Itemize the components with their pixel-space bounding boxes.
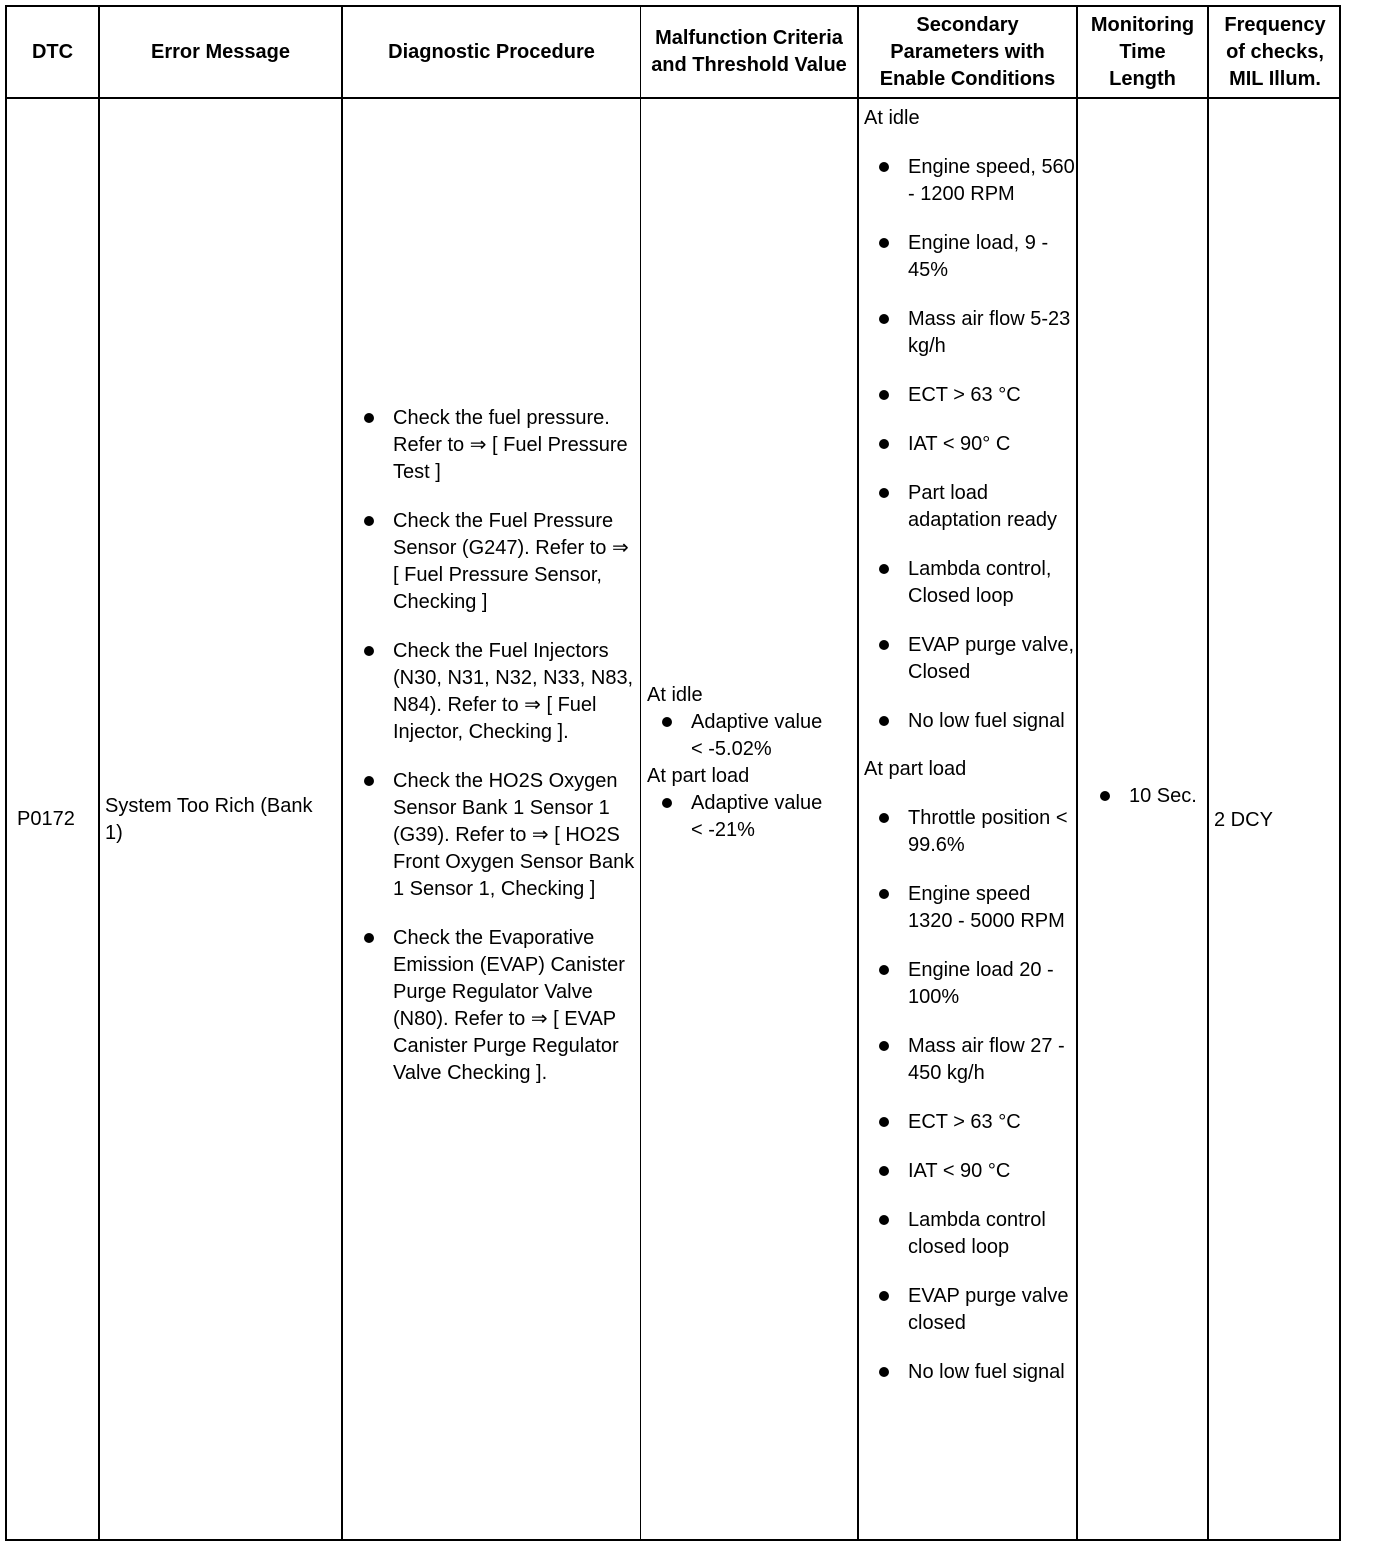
section-heading: At idle [647,684,703,706]
header-monitoring-time: Monitoring Time Length [1090,13,1195,90]
error-message: System Too Rich (Bank 1) [105,795,313,844]
list-item: No low fuel signal [864,708,1075,735]
list-item: EVAP purge valve, Closed [864,632,1075,686]
list-item: Check the Fuel Pressure Sensor (G247). Refer to ⇒ [ Fuel Pressure Sensor, Checking ] [349,508,639,616]
list-item: IAT < 90° C [864,431,1075,458]
column-divider [1207,7,1209,1539]
list-item: Lambda control, Closed loop [864,556,1075,610]
list-item: Engine load, 9 - 45% [864,230,1075,284]
column-divider [341,7,343,1539]
part-load-criteria-list [647,790,837,844]
list-item: Check the Evaporative Emission (EVAP) Canister Purge Regulator Valve (N80). Refer to ⇒ [ EVAP Canister Purge Regulator Valve Checking ]. [349,925,639,1087]
section-heading: At part load [647,765,750,787]
list-item: No low fuel signal [864,1359,1075,1386]
list-item: Engine load 20 - 100% [864,957,1075,1011]
column-divider [640,7,641,1539]
dtc-code: P0172 [17,808,75,830]
header-error-message: Error Message [151,40,290,63]
list-item: Mass air flow 27 - 450 kg/h [864,1033,1075,1087]
list-item: ECT > 63 °C [864,1109,1075,1136]
header-frequency: Frequency of checks, MIL Illum. [1224,13,1326,90]
list-item: Throttle position < 99.6% [864,805,1075,859]
section-heading: At part load [864,758,967,780]
list-item: Engine speed 1320 - 5000 RPM [864,881,1075,935]
section-heading: At idle [864,107,920,129]
list-item: Engine speed, 560 - 1200 RPM [864,154,1075,208]
list-item: Lambda control closed loop [864,1207,1075,1261]
list-item: Check the fuel pressure. Refer to ⇒ [ Fuel Pressure Test ] [349,405,639,486]
diagnostic-procedure-list [349,405,639,1087]
header-dtc: DTC [31,40,74,63]
idle-criteria-list [647,709,837,763]
list-item: Check the Fuel Injectors (N30, N31, N32, N33, N83, N84). Refer to ⇒ [ Fuel Injector, Checking ]. [349,638,639,746]
column-divider [1076,7,1078,1539]
list-item: IAT < 90 °C [864,1158,1075,1185]
header-secondary-parameters: Secondary Parameters with Enable Conditions [879,13,1056,90]
list-item: Check the HO2S Oxygen Sensor Bank 1 Sensor 1 (G39). Refer to ⇒ [ HO2S Front Oxygen Sensor Bank 1 Sensor 1, Checking ] [349,768,639,903]
header-divider [7,97,1339,99]
header-diagnostic-procedure: Diagnostic Procedure [388,40,595,63]
idle-parameters-list [864,154,1075,735]
list-item: 10 Sec. [1085,783,1207,810]
part-load-parameters-list [864,805,1075,1386]
list-item: EVAP purge valve closed [864,1283,1075,1337]
dtc-table [5,5,1341,1541]
header-malfunction-criteria: Malfunction Criteria and Threshold Value [651,27,847,76]
list-item: Adaptive value < -21% [647,790,837,844]
list-item: Adaptive value < -5.02% [647,709,837,763]
column-divider [98,7,100,1539]
malfunction-criteria-cell [647,682,855,844]
secondary-parameters-cell [864,105,1075,1386]
monitoring-time-list [1085,783,1207,810]
list-item: Mass air flow 5-23 kg/h [864,306,1075,360]
list-item: ECT > 63 °C [864,382,1075,409]
list-item: Part load adaptation ready [864,480,1075,534]
column-divider [857,7,859,1539]
frequency-value: 2 DCY [1214,809,1273,831]
